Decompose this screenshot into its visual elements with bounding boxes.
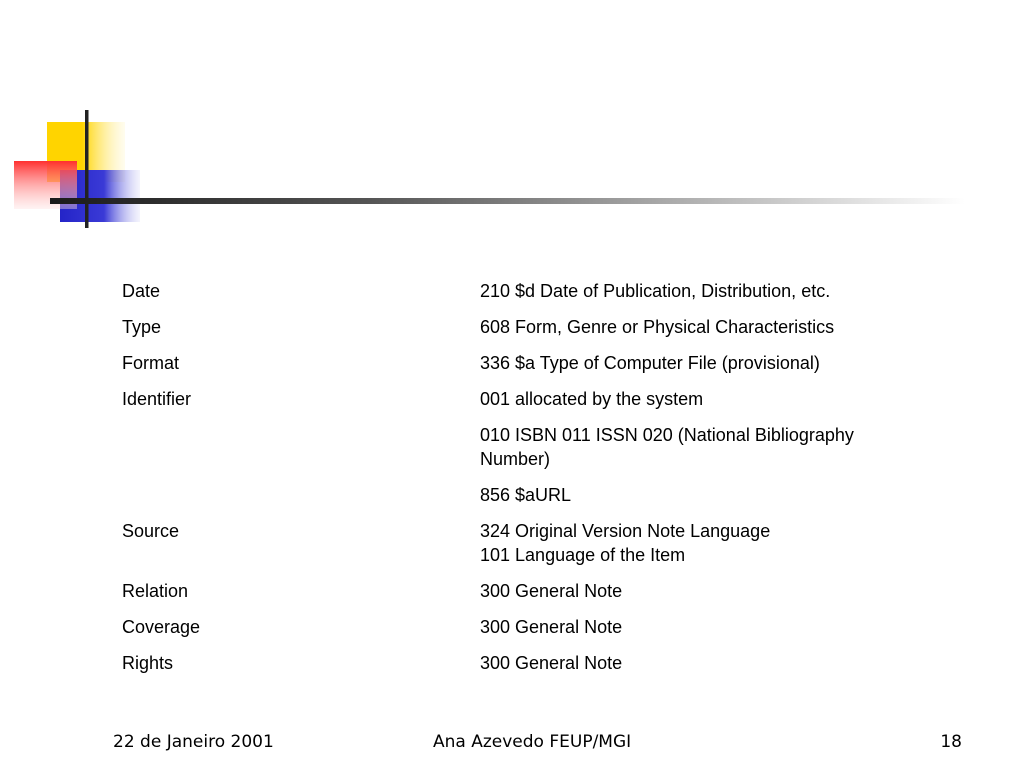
unimarc-mapping-line: 001 allocated by the system [480,389,704,409]
horizontal-rule [50,198,965,204]
unimarc-mapping-line: 101 Language of the Item [480,545,686,565]
dublin-core-element: Identifier [122,389,192,409]
dublin-core-element: Format [122,353,180,373]
dublin-core-element: Coverage [122,617,201,637]
dublin-core-element: Type [122,317,162,337]
unimarc-mapping-line: 856 $aURL [480,485,572,505]
table-row [122,483,922,519]
table-row [122,387,922,423]
metadata-mapping-table [122,279,922,687]
unimarc-mapping [480,579,910,603]
unimarc-mapping-line: 608 Form, Genre or Physical Characteristics [480,317,835,337]
unimarc-mapping [480,423,910,471]
footer-date: 22 de Janeiro 2001 [113,732,274,752]
unimarc-mapping [480,315,910,339]
dublin-core-element: Rights [122,653,174,673]
decorative-logo-graphic [0,0,1024,240]
unimarc-mapping-line: 210 $d Date of Publication, Distribution, etc. [480,281,831,301]
dublin-core-element: Relation [122,581,189,601]
unimarc-mapping [480,651,910,675]
table-row [122,423,922,483]
table-row [122,615,922,651]
unimarc-mapping [480,519,910,567]
unimarc-mapping-line: 300 General Note [480,617,623,637]
table-row [122,351,922,387]
unimarc-mapping-line: 300 General Note [480,653,623,673]
unimarc-mapping-line: 300 General Note [480,581,623,601]
unimarc-mapping-line: 324 Original Version Note Language [480,521,771,541]
unimarc-mapping-line: 336 $a Type of Computer File (provisional) [480,353,820,373]
dublin-core-element: Source [122,521,180,541]
table-row [122,315,922,351]
unimarc-mapping [480,387,910,411]
unimarc-mapping [480,615,910,639]
unimarc-mapping [480,351,910,375]
dublin-core-element: Date [122,281,161,301]
vertical-rule [85,110,89,228]
unimarc-mapping [480,279,910,303]
unimarc-mapping-line: Number) [480,449,551,469]
table-row [122,651,922,687]
page-number: 18 [940,732,962,752]
table-row [122,279,922,315]
table-row [122,579,922,615]
unimarc-mapping-line: 010 ISBN 011 ISSN 020 (National Bibliography [480,425,854,445]
unimarc-mapping [480,483,910,507]
table-row [122,519,922,579]
footer-author: Ana Azevedo FEUP/MGI [433,732,632,752]
